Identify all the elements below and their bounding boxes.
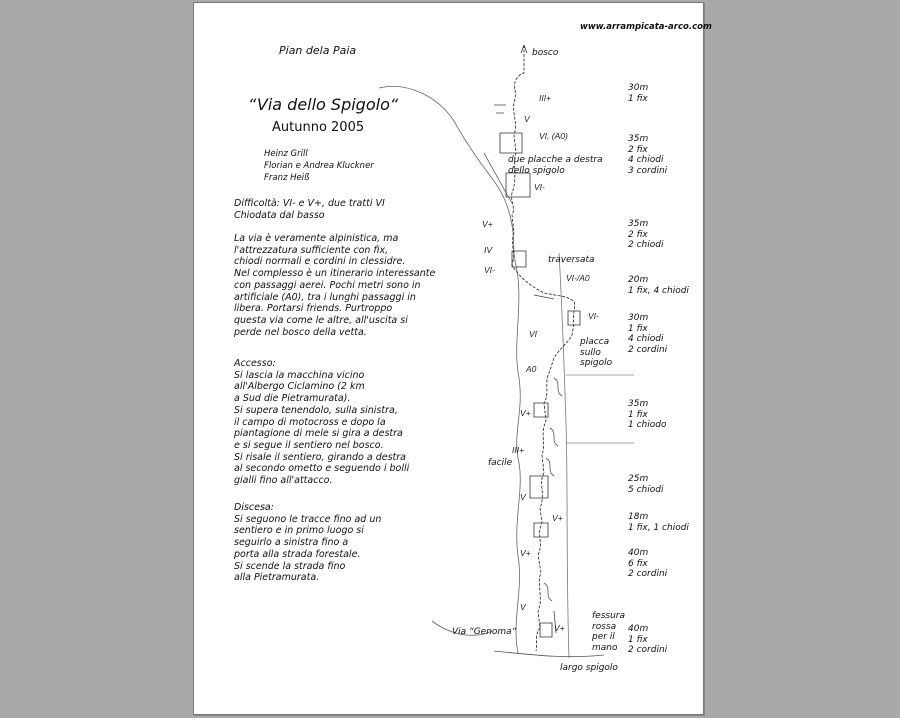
pitch-info (628, 624, 667, 656)
pitch-gear: 2 fix (628, 229, 648, 240)
text-line: Difficoltà: VI- e V+, due tratti VI (234, 198, 385, 209)
pitch-info (628, 313, 667, 355)
text-line: Si supera tenendolo, sulla sinistra, (234, 404, 398, 416)
text-line: Si seguono le tracce fino ad un (234, 513, 382, 525)
pitch-length: 30m (628, 313, 649, 323)
text-line: perde nel bosco della vetta. (234, 326, 367, 338)
grade-label: V (524, 114, 530, 124)
grade-label: V (520, 492, 526, 502)
text-line: libera. Portarsi friends. Purtroppo (234, 303, 393, 315)
grade-label: III+ (539, 93, 552, 103)
grade-label: IV (484, 245, 493, 255)
pitch-gear: 2 cordini (628, 645, 668, 655)
text-line: l'attrezzatura sufficiente con fix, (234, 244, 389, 256)
text-line: questa via come le altre, all'uscita si (234, 314, 408, 326)
pitch-length: 40m (628, 548, 649, 558)
grade-label: VI, (A0) (539, 131, 568, 141)
grade-label: VI (529, 329, 538, 339)
label-line: per il (592, 632, 615, 642)
text-line: gialli fino all'attacco. (234, 475, 333, 487)
pitch-length: 25m (628, 474, 649, 484)
label-line: placca (580, 337, 610, 347)
pitch-gear: 4 chiodi (628, 155, 664, 165)
pitch-info (628, 275, 689, 296)
pitch-length: 40m (628, 624, 649, 634)
pitch-info (628, 399, 666, 431)
pitch-length: 20m (628, 275, 649, 285)
text-line: piantagione di mele si gira a destra (234, 428, 403, 440)
label-bosco: bosco (532, 48, 559, 58)
pitch-length: 18m (628, 512, 649, 522)
text-line: a Sud die Pietramurata). (234, 393, 351, 405)
website-url: www.arrampicata-arco.com (580, 22, 712, 32)
author-line: Heinz Grill (264, 149, 308, 159)
text-line: Si scende la strada fino (234, 560, 346, 572)
label-line: dello spigolo (508, 165, 565, 176)
label-placche (508, 155, 603, 176)
grade-label: A0 (526, 364, 537, 374)
grade-label: VI-/A0 (566, 273, 590, 283)
grade-label: V+ (520, 548, 531, 558)
text-line: sentiero e in primo luogo si (234, 525, 364, 537)
pitch-gear: 1 fix, 1 chiodi (628, 522, 689, 533)
pitch-info (628, 474, 663, 495)
author-line: Florian e Andrea Kluckner (264, 161, 374, 171)
pitch-info (628, 512, 689, 533)
pitch-gear: 1 fix (628, 634, 648, 645)
label-line: rossa (592, 621, 617, 632)
author-line: Franz Heiß (264, 173, 310, 183)
label-line: spigolo (580, 358, 613, 368)
grade-label: V (520, 602, 526, 612)
text-line: Si lascia la macchina vicino (234, 369, 365, 381)
route-topo-drawing (194, 3, 705, 716)
pitch-info (628, 548, 667, 580)
pitch-gear: 1 fix (628, 93, 648, 104)
label-placca (580, 337, 612, 369)
pitch-gear: 5 chiodi (628, 484, 664, 495)
pitch-gear: 1 fix (628, 323, 648, 334)
text-line: Si risale il sentiero, girando a destra (234, 451, 406, 463)
pitch-gear: 1 fix, 4 chiodi (628, 285, 689, 296)
label-line: due placche a destra (508, 155, 603, 165)
label-line: fessura (592, 611, 626, 621)
text-line: alla Pietramurata. (234, 572, 320, 584)
pitch-gear: 6 fix (628, 558, 648, 569)
location-name: Pian dela Paia (279, 44, 357, 57)
text-line: chiodi normali e cordini in clessidre. (234, 256, 406, 268)
pitch-gear: 2 fix (628, 144, 648, 155)
topo-sheet (193, 2, 712, 715)
pitch-info (628, 134, 667, 176)
pitch-gear: 1 fix (628, 409, 648, 420)
grade-label: VI- (484, 265, 495, 275)
grade-label: V+ (554, 623, 565, 633)
text-line: all'Albergo Ciclamino (2 km (234, 381, 365, 393)
route-title: “Via dello Spigolo“ (248, 95, 399, 114)
pitch-gear: 2 cordini (628, 569, 668, 579)
grade-label: VI- (534, 182, 545, 192)
text-line: artificiale (A0), tra i lunghi passaggi in (234, 291, 416, 303)
pitch-gear: 3 cordini (628, 165, 668, 176)
text-line: il campo di motocross e dopo la (234, 416, 386, 428)
grade-label: V+ (520, 408, 531, 418)
grade-label: VI- (588, 311, 599, 321)
text-line: La via è veramente alpinistica, ma (234, 233, 399, 244)
text-line: porta alla strada forestale. (234, 548, 361, 560)
text-line: seguirlo a sinistra fino a (234, 537, 349, 549)
section-heading: Discesa: (234, 502, 274, 513)
pitch-length: 30m (628, 83, 649, 93)
text-line: Chiodata dal basso (234, 209, 325, 221)
pitch-info (628, 219, 663, 251)
label-facile: facile (488, 458, 513, 468)
grade-label: V+ (482, 219, 493, 229)
text-line: con passaggi aerei. Pochi metri sono in (234, 279, 421, 291)
text-line: al secondo ometto e seguendo i bolli (234, 463, 410, 475)
label-traversata: traversata (548, 255, 595, 265)
label-line: mano (592, 642, 618, 653)
pitch-info (628, 83, 648, 104)
pitch-length: 35m (628, 399, 649, 409)
pitch-gear: 2 cordini (628, 344, 668, 355)
label-via-genoma: Via “Genoma“ (452, 627, 517, 637)
pitch-length: 35m (628, 134, 649, 144)
text-line: Nel complesso è un itinerario interessante (234, 268, 436, 280)
pitch-gear: 2 chiodi (628, 240, 664, 250)
label-line: sullo (580, 347, 601, 358)
grade-label: III+ (512, 445, 525, 455)
text-line: e si segue il sentiero nel bosco. (234, 439, 384, 451)
section-heading: Accesso: (234, 358, 276, 369)
pitch-gear: 1 chiodo (628, 420, 667, 430)
label-largo-spigolo: largo spigolo (560, 663, 618, 673)
label-fessura (592, 611, 625, 653)
pitch-length: 35m (628, 219, 649, 229)
pitch-gear: 4 chiodi (628, 334, 664, 344)
route-date: Autunno 2005 (272, 120, 365, 135)
grade-label: V+ (552, 513, 563, 523)
